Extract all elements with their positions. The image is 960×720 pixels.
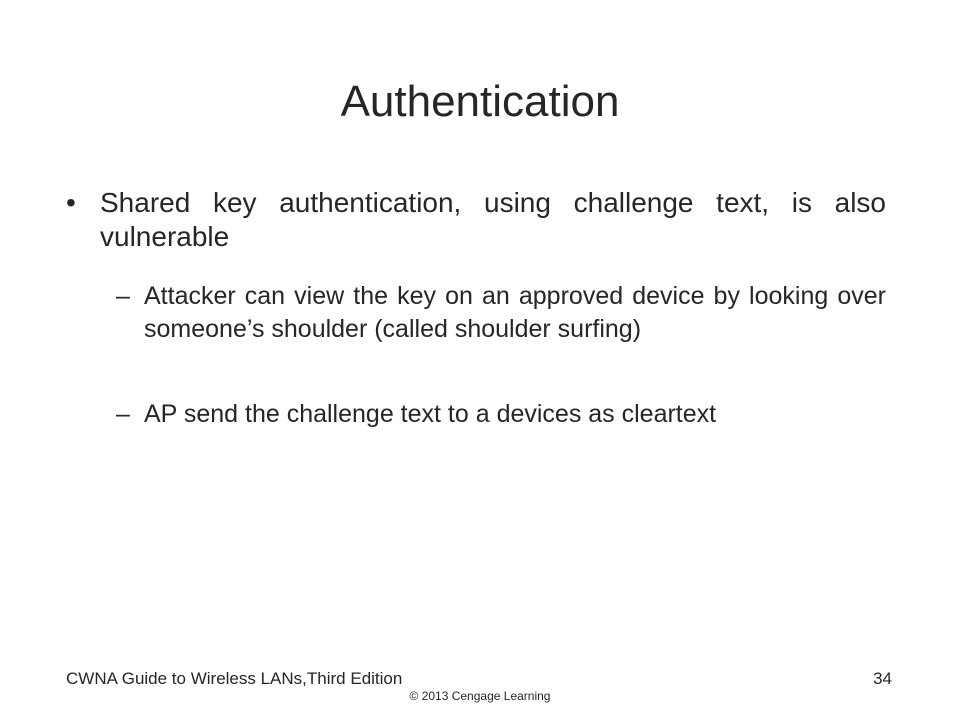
- sub-bullet-text: AP send the challenge text to a devices as cleartext: [144, 400, 717, 428]
- slide-title: Authentication: [340, 77, 620, 126]
- bullet-text: Shared key authentication, using challenge text, is also vulnerable: [100, 187, 886, 252]
- sub-bullet-item: [116, 280, 886, 346]
- sub-bullet-marker: –: [116, 400, 130, 428]
- sub-bullet-item: [116, 398, 886, 431]
- footer-book-title: CWNA Guide to Wireless LANs,Third Edition: [66, 669, 403, 688]
- bullet-marker: •: [66, 187, 76, 218]
- bullet-item: [66, 186, 886, 254]
- copyright-notice: © 2013 Cengage Learning: [409, 689, 551, 703]
- page-number: 34: [873, 669, 892, 688]
- sub-bullet-text: Attacker can view the key on an approved device by looking over someone’s shoulder (called shoulder surfing): [144, 282, 886, 343]
- sub-bullet-marker: –: [116, 282, 130, 310]
